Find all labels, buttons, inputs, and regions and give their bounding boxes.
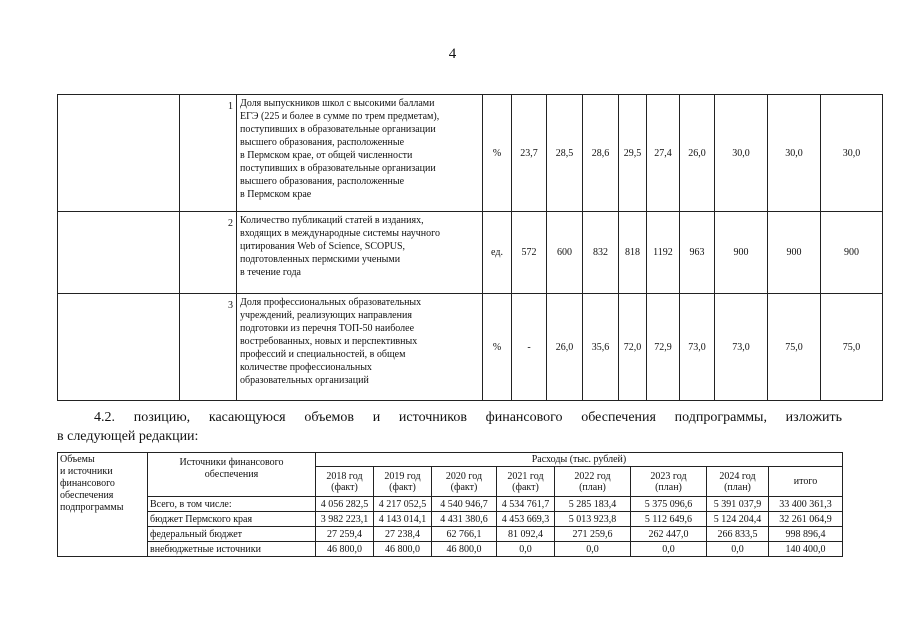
indicator-value: 900 [768,212,821,294]
sources-header-line: Источники финансового [179,457,284,468]
indicators-table [57,94,883,401]
finance-value: 5 124 204,4 [707,512,769,527]
description-line: в Пермском крае, от общей численности [240,150,413,161]
description-line: образовательных организаций [240,375,369,386]
sources-header [148,453,316,497]
year-kind: (факт) [512,481,539,493]
finance-value: 81 092,4 [497,527,555,542]
description-line: ЕГЭ (225 и более в сумме по трем предметам), [240,111,440,122]
year-kind: (план) [579,481,606,493]
year-label: 2021 год [507,470,544,482]
finance-value: 4 453 669,3 [497,512,555,527]
finance-row [58,542,843,557]
year-label: 2018 год [326,470,363,482]
description-line: профессий и специальностей, в общем [240,349,406,360]
page-number: 4 [448,46,457,62]
year-label: 2020 год [445,470,483,482]
indicator-number: 3 [180,294,237,401]
year-header [432,467,497,497]
year-header [631,467,707,497]
indicator-value: 30,0 [821,95,883,212]
paragraph-line-1: 4.2. позицию, касающуюся объемов и источников финансового обеспечения подпрограммы, изложить [94,410,842,425]
description-line: в Пермском крае [240,189,312,200]
year-header [497,467,555,497]
total-header: итого [769,467,843,497]
finance-value: 5 013 923,8 [555,512,631,527]
indicator-unit: % [483,95,512,212]
objects-label-line: Объемы [60,454,95,465]
indicator-value: 35,6 [583,294,619,401]
indicator-description [237,294,483,401]
year-label: 2024 год [719,470,756,482]
objects-label-line: обеспечения [60,490,114,501]
description-line: Доля профессиональных образовательных [240,297,422,308]
indicator-description [237,212,483,294]
year-header [555,467,631,497]
finance-value: 0,0 [555,542,631,557]
finance-value: 4 534 761,7 [497,497,555,512]
indicator-value: 600 [547,212,583,294]
finance-value: 5 112 649,6 [631,512,707,527]
description-line: учреждений, реализующих направления [240,310,412,321]
indicator-row [58,294,883,401]
finance-row-label: Всего, в том числе: [148,497,316,512]
indicator-value: 72,0 [619,294,647,401]
finance-value: 5 285 183,4 [555,497,631,512]
finance-value: 0,0 [707,542,769,557]
finance-row-label: внебюджетные источники [148,542,316,557]
indicator-value: 818 [619,212,647,294]
finance-value: 32 261 064,9 [769,512,843,527]
indicator-value: 23,7 [512,95,547,212]
indicator-value: 900 [821,212,883,294]
year-kind: (факт) [331,481,358,493]
objects-label-line: и источники [60,466,113,477]
indicator-number: 1 [180,95,237,212]
finance-value: 4 056 282,5 [316,497,374,512]
objects-label-cell [58,453,148,557]
finance-value: 4 540 946,7 [432,497,497,512]
indicator-value: 75,0 [768,294,821,401]
finance-value: 27 238,4 [374,527,432,542]
year-label: 2023 год [650,470,687,482]
finance-row [58,512,843,527]
indicator-row [58,212,883,294]
finance-value: 998 896,4 [769,527,843,542]
year-header [316,467,374,497]
description-line: высшего образования, расположенные [240,176,405,187]
year-header [374,467,432,497]
indicator-value: 572 [512,212,547,294]
indicator-value: 963 [680,212,715,294]
finance-value: 33 400 361,3 [769,497,843,512]
description-line: подготовки из перечня ТОП-50 наиболее [240,323,415,334]
finance-value: 5 375 096,6 [631,497,707,512]
finance-value: 5 391 037,9 [707,497,769,512]
year-header [707,467,769,497]
finance-value: 46 800,0 [316,542,374,557]
finance-value: 140 400,0 [769,542,843,557]
year-kind: (план) [724,481,751,493]
year-kind: (план) [655,481,682,493]
finance-value: 62 766,1 [432,527,497,542]
paragraph-line-2: в следующей редакции: [57,429,199,444]
finance-row-label: федеральный бюджет [148,527,316,542]
finance-value: 46 800,0 [374,542,432,557]
description-line: цитирования Web of Science, SCOPUS, [240,241,406,252]
finance-value: 262 447,0 [631,527,707,542]
finance-value: 4 431 380,6 [432,512,497,527]
description-line: высшего образования, расположенные [240,137,405,148]
row-spacer-cell [58,212,180,294]
indicator-value: 30,0 [715,95,768,212]
indicator-value: 1192 [647,212,680,294]
indicator-value: 900 [715,212,768,294]
description-line: поступивших в образовательные организации [240,124,436,135]
indicator-value: 27,4 [647,95,680,212]
finance-value: 4 143 014,1 [374,512,432,527]
indicator-value: 73,0 [680,294,715,401]
finance-value: 266 833,5 [707,527,769,542]
indicator-value: 28,5 [547,95,583,212]
indicator-unit: % [483,294,512,401]
indicator-unit: ед. [483,212,512,294]
finance-row [58,497,843,512]
indicator-value: - [512,294,547,401]
indicator-description [237,95,483,212]
finance-value: 46 800,0 [432,542,497,557]
indicator-value: 29,5 [619,95,647,212]
indicator-value: 26,0 [547,294,583,401]
description-line: поступивших в образовательные организации [240,163,436,174]
description-line: Доля выпускников школ с высокими баллами [240,98,435,109]
finance-table [57,452,843,557]
indicator-value: 30,0 [768,95,821,212]
year-kind: (факт) [450,481,478,493]
finance-value: 271 259,6 [555,527,631,542]
description-line: подготовленных пермскими учеными [240,254,401,265]
expenses-header: Расходы (тыс. рублей) [316,453,843,467]
description-line: количестве профессиональных [240,362,372,373]
row-spacer-cell [58,294,180,401]
indicator-row [58,95,883,212]
year-label: 2022 год [574,470,611,482]
finance-header-row [58,453,843,467]
description-line: входящих в международные системы научного [240,228,440,239]
indicator-value: 28,6 [583,95,619,212]
indicator-value: 72,9 [647,294,680,401]
indicator-value: 75,0 [821,294,883,401]
indicator-value: 73,0 [715,294,768,401]
section-paragraph [57,408,842,446]
finance-value: 4 217 052,5 [374,497,432,512]
description-line: Количество публикаций статей в изданиях, [240,215,424,226]
year-kind: (факт) [389,481,416,493]
finance-row-label: бюджет Пермского края [148,512,316,527]
objects-label-line: подпрограммы [60,502,124,513]
row-spacer-cell [58,95,180,212]
description-line: в течение года [240,267,301,278]
finance-row [58,527,843,542]
indicator-value: 832 [583,212,619,294]
objects-label-line: финансового [60,478,115,489]
finance-value: 27 259,4 [316,527,374,542]
description-line: востребованных, новых и перспективных [240,336,418,347]
indicator-number: 2 [180,212,237,294]
finance-value: 3 982 223,1 [316,512,374,527]
finance-value: 0,0 [631,542,707,557]
indicator-value: 26,0 [680,95,715,212]
year-label: 2019 год [384,470,421,482]
finance-value: 0,0 [497,542,555,557]
sources-header-line: обеспечения [204,469,259,480]
